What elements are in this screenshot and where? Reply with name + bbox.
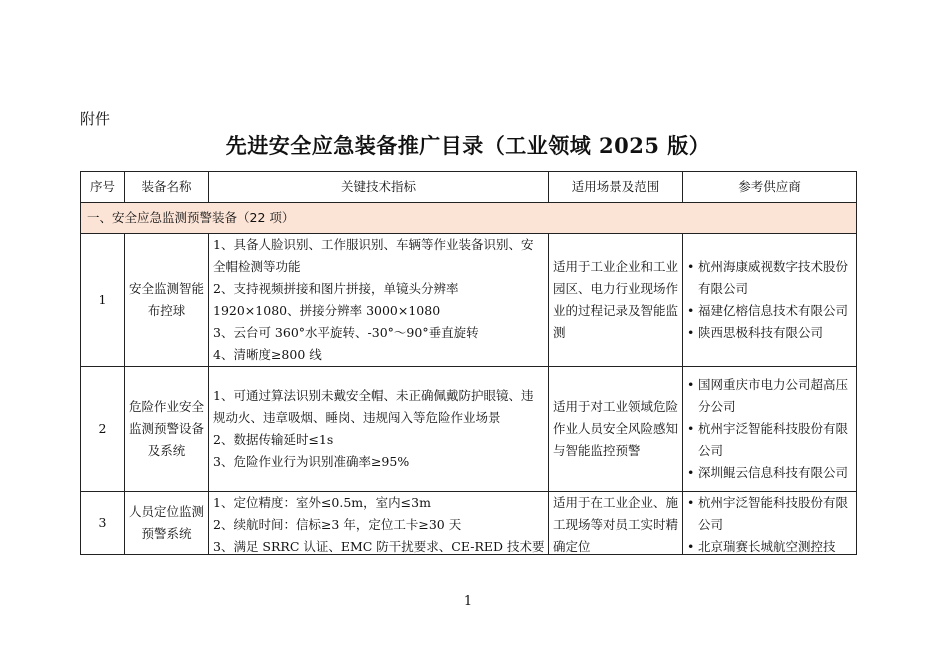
page-title: 先进安全应急装备推广目录（工业领域 2025 版） (225, 133, 711, 158)
scope (549, 492, 683, 555)
supplier-item: • 福建亿榕信息技术有限公司 (687, 300, 852, 322)
supplier-item: • 国网重庆市电力公司超高压分公司 (687, 374, 852, 418)
spec-line: 1、具备人脸识别、工作服识别、车辆等作业装备识别、安全帽检测等功能 (213, 237, 534, 274)
section-row (81, 203, 857, 234)
scope: 适用于对工业领域危险作业人员安全风险感知与智能监控预警 (549, 367, 683, 492)
supplier-item: • 北京瑞赛长城航空测控技 (687, 536, 852, 554)
row-number: 3 (81, 492, 125, 555)
equipment-name: 安全监测智能布控球 (125, 234, 209, 367)
table-header-row (81, 172, 857, 203)
supplier-item: • 杭州海康威视数字技术股份有限公司 (687, 256, 852, 300)
equipment-table (80, 171, 857, 555)
table-row (81, 492, 857, 555)
table-row (81, 367, 857, 492)
header-no: 序号 (81, 172, 125, 203)
tech-specs (209, 492, 549, 555)
scope-text: 适用于在工业企业、施工现场等对员工实时精确定位 (553, 495, 678, 554)
header-scope: 适用场景及范围 (549, 172, 683, 203)
tech-specs (209, 234, 549, 367)
suppliers (683, 367, 857, 492)
supplier-item: • 杭州宇泛智能科技股份有限公司 (687, 492, 852, 536)
spec-line: 4、清晰度≥800 线 (213, 347, 322, 362)
header-specs: 关键技术指标 (209, 172, 549, 203)
header-name: 装备名称 (125, 172, 209, 203)
spec-line: 2、数据传输延时≤1s (213, 432, 334, 447)
page-number: 1 (463, 594, 473, 609)
spec-line: 3、满足 SRRC 认证、EMC 防干扰要求、CE-RED 技术要 (213, 539, 544, 554)
supplier-item: • 杭州宇泛智能科技股份有限公司 (687, 418, 852, 462)
attachment-label: 附件 (80, 110, 111, 128)
supplier-item: • 深圳鲲云信息科技有限公司 (687, 462, 852, 484)
suppliers (683, 234, 857, 367)
spec-line: 2、续航时间：信标≥3 年，定位工卡≥30 天 (213, 517, 462, 532)
row-number: 2 (81, 367, 125, 492)
spec-line: 3、危险作业行为识别准确率≥95% (213, 454, 410, 469)
tech-specs (209, 367, 549, 492)
row-number: 1 (81, 234, 125, 367)
spec-line: 1、定位精度：室外≤0.5m，室内≤3m (213, 495, 431, 510)
header-suppliers: 参考供应商 (683, 172, 857, 203)
scope: 适用于工业企业和工业园区、电力行业现场作业的过程记录及智能监测 (549, 234, 683, 367)
spec-line: 2、支持视频拼接和图片拼接，单镜头分辨率 1920×1080、拼接分辨率 3000×1080 (213, 281, 459, 318)
spec-line: 3、云台可 360°水平旋转、-30°～90°垂直旋转 (213, 325, 479, 340)
equipment-name: 人员定位监测预警系统 (125, 492, 209, 555)
supplier-item: • 陕西思极科技有限公司 (687, 322, 852, 344)
table-row (81, 234, 857, 367)
suppliers (683, 492, 857, 555)
spec-line: 1、可通过算法识别未戴安全帽、未正确佩戴防护眼镜、违规动火、违章吸烟、睡岗、违规闯入等危险作业场景 (213, 388, 534, 425)
section-title: 一、安全应急监测预警装备（22 项） (81, 203, 857, 234)
equipment-name: 危险作业安全监测预警设备及系统 (125, 367, 209, 492)
